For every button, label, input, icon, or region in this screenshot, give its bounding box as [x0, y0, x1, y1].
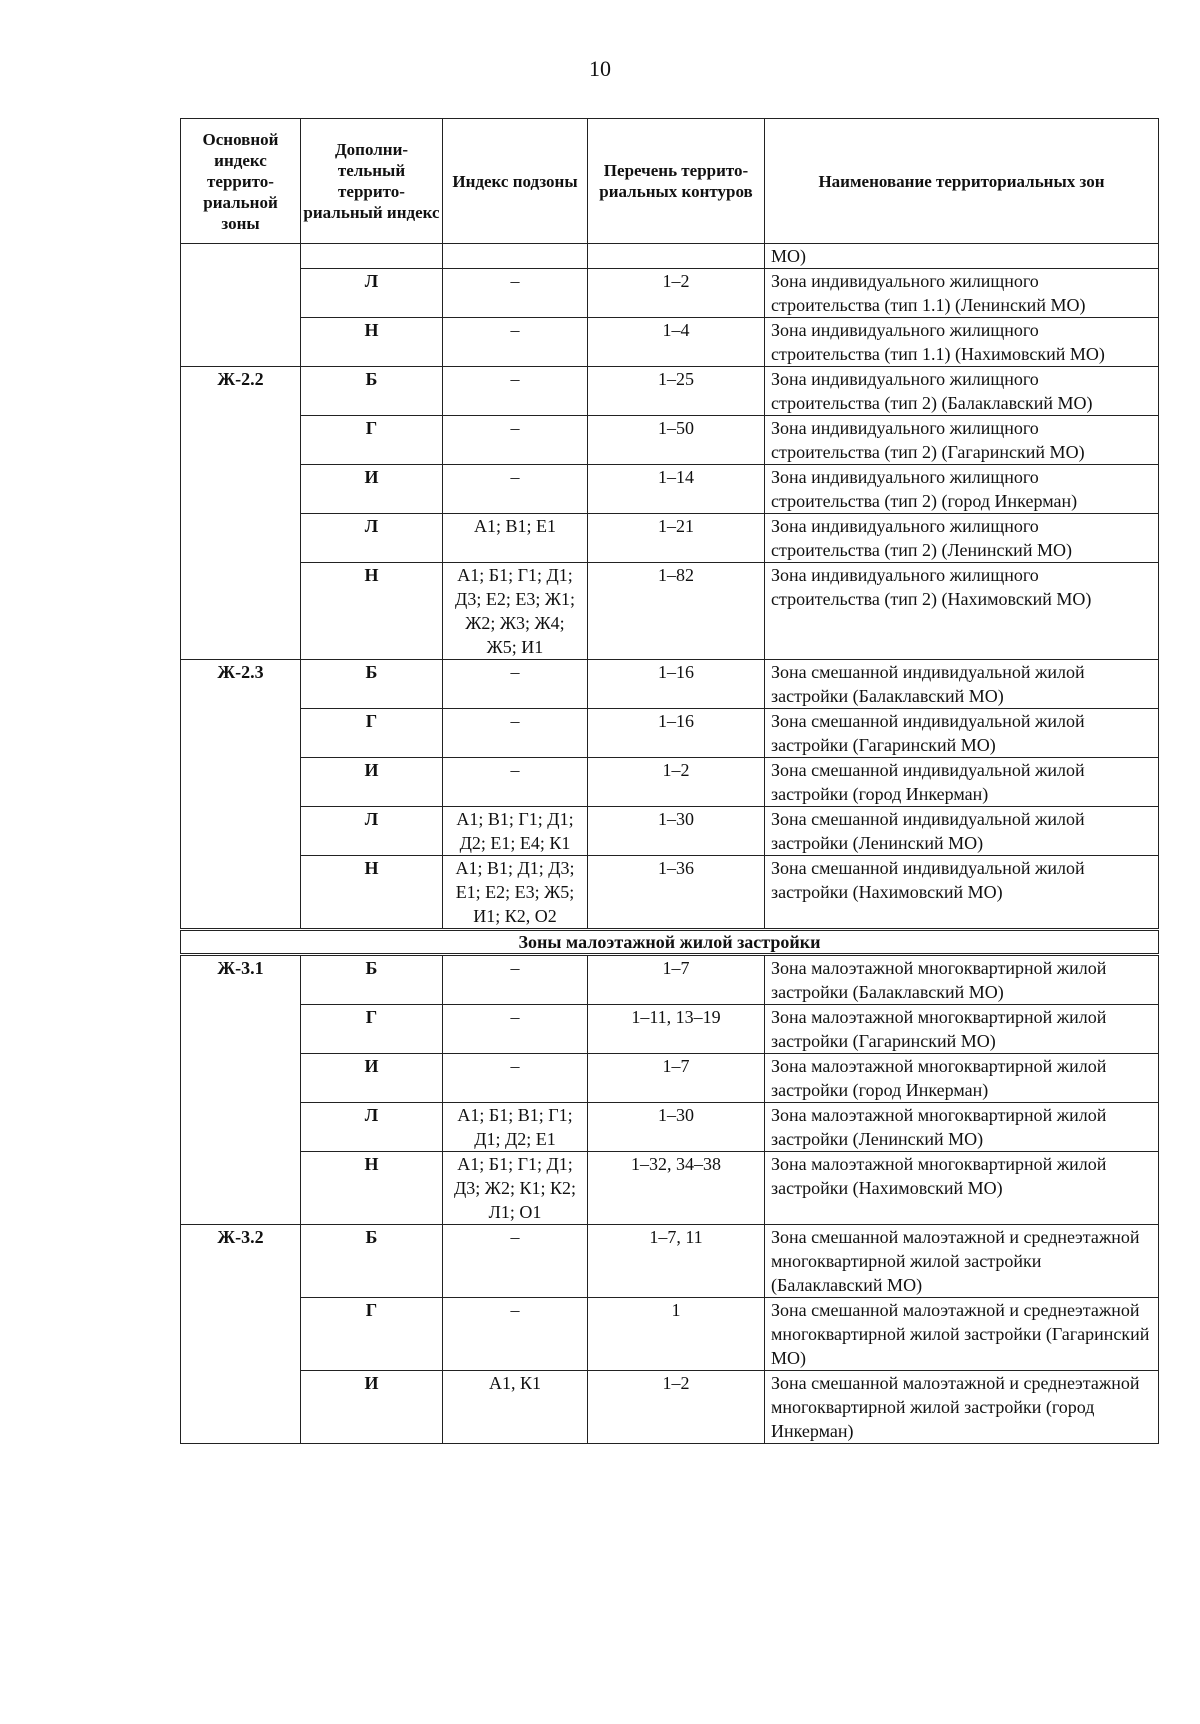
subzone-index-cell: А1, К1 — [443, 1371, 588, 1444]
subzone-index-cell: – — [443, 465, 588, 514]
contours-cell: 1–16 — [588, 709, 765, 758]
zone-name-cell: Зона индивидуального жилищного строительства (тип 2) (город Инкерман) — [765, 465, 1159, 514]
subzone-index-cell: – — [443, 1054, 588, 1103]
contours-cell: 1–7 — [588, 1054, 765, 1103]
main-index-cell: Ж-3.2 — [181, 1225, 301, 1298]
contours-cell: 1–4 — [588, 318, 765, 367]
main-index-cell — [181, 1371, 301, 1444]
zone-name-cell: Зона малоэтажной многоквартирной жилой застройки (Ленинский МО) — [765, 1103, 1159, 1152]
zone-name-cell: Зона малоэтажной многоквартирной жилой застройки (Гагаринский МО) — [765, 1005, 1159, 1054]
additional-index-cell: Б — [301, 367, 443, 416]
subzone-index-cell: – — [443, 660, 588, 709]
table-row — [181, 709, 1159, 758]
contours-cell: 1–16 — [588, 660, 765, 709]
subzone-index-cell: – — [443, 1005, 588, 1054]
additional-index-cell: Н — [301, 1152, 443, 1225]
table-row — [181, 1371, 1159, 1444]
zone-name-cell: Зона индивидуального жилищного строительства (тип 1.1) (Нахимовский МО) — [765, 318, 1159, 367]
additional-index-cell: Н — [301, 563, 443, 660]
contours-cell: 1–30 — [588, 1103, 765, 1152]
zone-name-cell: Зона смешанной малоэтажной и среднеэтажной многоквартирной жилой застройки (город Инкерман) — [765, 1371, 1159, 1444]
table-row — [181, 244, 1159, 269]
contours-cell: 1–11, 13–19 — [588, 1005, 765, 1054]
table-row — [181, 1005, 1159, 1054]
additional-index-cell: И — [301, 758, 443, 807]
zone-name-cell: МО) — [765, 244, 1159, 269]
main-index-cell — [181, 269, 301, 318]
contours-cell: 1 — [588, 1298, 765, 1371]
contours-cell: 1–2 — [588, 269, 765, 318]
main-index-cell: Ж-3.1 — [181, 955, 301, 1005]
additional-index-cell: Н — [301, 856, 443, 930]
contours-cell: 1–30 — [588, 807, 765, 856]
zone-name-cell: Зона индивидуального жилищного строительства (тип 2) (Балаклавский МО) — [765, 367, 1159, 416]
contours-cell: 1–7 — [588, 955, 765, 1005]
subzone-index-cell: – — [443, 269, 588, 318]
additional-index-cell: И — [301, 1371, 443, 1444]
main-index-cell — [181, 709, 301, 758]
subzone-index-cell: – — [443, 1225, 588, 1298]
additional-index-cell: И — [301, 1054, 443, 1103]
table-row — [181, 416, 1159, 465]
main-index-cell — [181, 1152, 301, 1225]
main-index-cell: Ж-2.2 — [181, 367, 301, 416]
main-index-cell — [181, 514, 301, 563]
table-row — [181, 758, 1159, 807]
section-title: Зоны малоэтажной жилой застройки — [181, 930, 1159, 955]
subzone-index-cell — [443, 244, 588, 269]
additional-index-cell: И — [301, 465, 443, 514]
additional-index-cell: Б — [301, 955, 443, 1005]
additional-index-cell — [301, 244, 443, 269]
subzone-index-cell: – — [443, 1298, 588, 1371]
table-row — [181, 269, 1159, 318]
table-row — [181, 563, 1159, 660]
table-header-row — [181, 119, 1159, 244]
subzone-index-cell: А1; В1; Г1; Д1; Д2; Е1; Е4; К1 — [443, 807, 588, 856]
table-row — [181, 514, 1159, 563]
main-index-cell — [181, 758, 301, 807]
main-index-cell — [181, 416, 301, 465]
subzone-index-cell: А1; Б1; Г1; Д1; Д3; Ж2; К1; К2; Л1; О1 — [443, 1152, 588, 1225]
subzone-index-cell: – — [443, 318, 588, 367]
contours-cell: 1–82 — [588, 563, 765, 660]
contours-cell: 1–2 — [588, 1371, 765, 1444]
zone-name-cell: Зона индивидуального жилищного строительства (тип 2) (Ленинский МО) — [765, 514, 1159, 563]
additional-index-cell: Б — [301, 1225, 443, 1298]
main-index-cell — [181, 563, 301, 660]
subzone-index-cell: – — [443, 955, 588, 1005]
table-row — [181, 1225, 1159, 1298]
contours-cell: 1–7, 11 — [588, 1225, 765, 1298]
contours-cell: 1–21 — [588, 514, 765, 563]
additional-index-cell: Л — [301, 1103, 443, 1152]
main-index-cell — [181, 244, 301, 269]
additional-index-cell: Г — [301, 416, 443, 465]
subzone-index-cell: – — [443, 758, 588, 807]
contours-cell: 1–2 — [588, 758, 765, 807]
subzone-index-cell: А1; В1; Е1 — [443, 514, 588, 563]
header-subzone-index: Индекс подзоны — [443, 119, 588, 244]
additional-index-cell: Г — [301, 1005, 443, 1054]
zone-name-cell: Зона малоэтажной многоквартирной жилой застройки (Нахимовский МО) — [765, 1152, 1159, 1225]
zone-name-cell: Зона смешанной малоэтажной и среднеэтажной многоквартирной жилой застройки (Балаклавский МО) — [765, 1225, 1159, 1298]
table-row — [181, 1298, 1159, 1371]
zone-name-cell: Зона смешанной малоэтажной и среднеэтажной многоквартирной жилой застройки (Гагаринский МО) — [765, 1298, 1159, 1371]
section-row — [181, 930, 1159, 955]
table-row — [181, 1054, 1159, 1103]
additional-index-cell: Л — [301, 807, 443, 856]
additional-index-cell: Н — [301, 318, 443, 367]
zone-name-cell: Зона смешанной индивидуальной жилой застройки (город Инкерман) — [765, 758, 1159, 807]
table-row — [181, 1103, 1159, 1152]
main-index-cell — [181, 807, 301, 856]
contours-cell: 1–14 — [588, 465, 765, 514]
table-row — [181, 955, 1159, 1005]
main-index-cell: Ж-2.3 — [181, 660, 301, 709]
header-additional-index: Дополни-тельный террито-риальный индекс — [301, 119, 443, 244]
additional-index-cell: Л — [301, 514, 443, 563]
zone-name-cell: Зона индивидуального жилищного строительства (тип 2) (Нахимовский МО) — [765, 563, 1159, 660]
header-main-index: Основной индекс террито-риальной зоны — [181, 119, 301, 244]
table-row — [181, 1152, 1159, 1225]
additional-index-cell: Л — [301, 269, 443, 318]
additional-index-cell: Б — [301, 660, 443, 709]
zone-name-cell: Зона смешанной индивидуальной жилой застройки (Нахимовский МО) — [765, 856, 1159, 930]
zone-name-cell: Зона индивидуального жилищного строительства (тип 1.1) (Ленинский МО) — [765, 269, 1159, 318]
zone-name-cell: Зона смешанной индивидуальной жилой застройки (Балаклавский МО) — [765, 660, 1159, 709]
table-row — [181, 660, 1159, 709]
main-index-cell — [181, 465, 301, 514]
page-number: 10 — [589, 56, 611, 81]
contours-cell — [588, 244, 765, 269]
zone-name-cell: Зона смешанной индивидуальной жилой застройки (Гагаринский МО) — [765, 709, 1159, 758]
table-row — [181, 367, 1159, 416]
table-row — [181, 807, 1159, 856]
subzone-index-cell: А1; Б1; Г1; Д1; Д3; Е2; Е3; Ж1; Ж2; Ж3; Ж4; Ж5; И1 — [443, 563, 588, 660]
subzone-index-cell: – — [443, 416, 588, 465]
main-index-cell — [181, 856, 301, 930]
zone-name-cell: Зона индивидуального жилищного строительства (тип 2) (Гагаринский МО) — [765, 416, 1159, 465]
main-index-cell — [181, 1298, 301, 1371]
subzone-index-cell: – — [443, 367, 588, 416]
main-index-cell — [181, 1103, 301, 1152]
table-row — [181, 856, 1159, 930]
header-zone-name: Наименование территориальных зон — [765, 119, 1159, 244]
subzone-index-cell: А1; В1; Д1; Д3; Е1; Е2; Е3; Ж5; И1; К2, О2 — [443, 856, 588, 930]
table-row — [181, 465, 1159, 514]
subzone-index-cell: – — [443, 709, 588, 758]
zone-name-cell: Зона смешанной индивидуальной жилой застройки (Ленинский МО) — [765, 807, 1159, 856]
contours-cell: 1–50 — [588, 416, 765, 465]
header-contours-list: Перечень террито-риальных контуров — [588, 119, 765, 244]
main-index-cell — [181, 1005, 301, 1054]
contours-cell: 1–36 — [588, 856, 765, 930]
zone-name-cell: Зона малоэтажной многоквартирной жилой застройки (Балаклавский МО) — [765, 955, 1159, 1005]
additional-index-cell: Г — [301, 1298, 443, 1371]
table-row — [181, 318, 1159, 367]
subzone-index-cell: А1; Б1; В1; Г1; Д1; Д2; Е1 — [443, 1103, 588, 1152]
zones-table — [180, 118, 1159, 1444]
zone-name-cell: Зона малоэтажной многоквартирной жилой застройки (город Инкерман) — [765, 1054, 1159, 1103]
main-index-cell — [181, 1054, 301, 1103]
contours-cell: 1–32, 34–38 — [588, 1152, 765, 1225]
main-index-cell — [181, 318, 301, 367]
contours-cell: 1–25 — [588, 367, 765, 416]
additional-index-cell: Г — [301, 709, 443, 758]
